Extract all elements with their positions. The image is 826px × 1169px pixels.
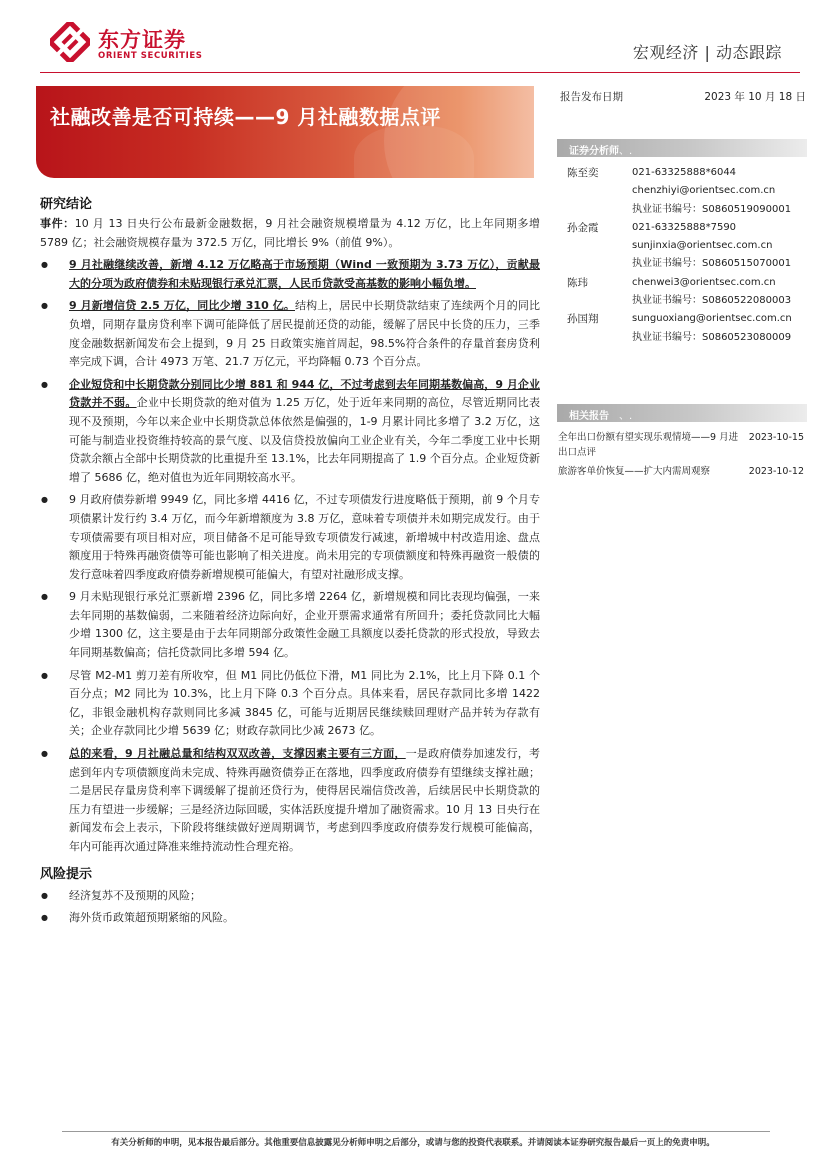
conclusion-bullet xyxy=(40,745,540,857)
report-category: 宏观经济 | 动态跟踪 xyxy=(632,43,782,62)
analyst-license: 执业证书编号：S0860522080003 xyxy=(632,295,792,307)
main-content xyxy=(40,193,540,928)
analyst-email[interactable]: chenwei3@orientsec.com.cn xyxy=(632,276,776,288)
analyst-phone: 021-63325888*6044 xyxy=(632,167,737,178)
risk-item xyxy=(40,909,540,928)
analyst-list xyxy=(567,164,812,347)
orient-logo-icon xyxy=(50,22,90,62)
bullet-lead: 9 月社融继续改善，新增 4.12 万亿略高于市场预期（Wind 一致预期为 3.73 万亿），贡献最大的分项为政府债券和未贴现银行承兑汇票，人民币贷款受高基数的影响小幅负增。 xyxy=(69,258,540,290)
conclusion-bullet xyxy=(40,256,540,293)
related-report-date: 2023-10-12 xyxy=(748,466,804,477)
bullet-text: 尽管 M2-M1 剪刀差有所收窄，但 M1 同比仍低位下滑，M1 同比为 2.1%，比上月下降 0.1 个百分点；M2 同比为 10.3%，比上月下降 0.3 个百分点。具体来看，居民存款同比多增 1422 亿，非银金融机构存款则同比多减 3845 亿，可能与近期居民继续赎回理财产品并转为存款有关；企业存款同比少增 5639 亿；财政存款同比少减 2673 亿。 xyxy=(69,668,540,738)
conclusion-bullet xyxy=(40,667,540,741)
analyst-license: 执业证书编号：S0860523080009 xyxy=(632,331,792,343)
analyst-email[interactable]: chenzhiyi@orientsec.com.cn xyxy=(632,185,776,197)
analysts-section-header xyxy=(557,139,807,157)
risk-text: 海外货币政策超预期紧缩的风险。 xyxy=(69,911,234,925)
conclusion-bullet xyxy=(40,376,540,488)
analyst-email[interactable]: sunguoxiang@orientsec.com.cn xyxy=(632,313,792,325)
analyst-email[interactable]: sunjinxia@orientsec.com.cn xyxy=(632,240,773,252)
brand-name-en: ORIENT SECURITIES xyxy=(98,51,203,61)
analyst-name: 孙金霞 xyxy=(567,221,599,234)
bullet-lead: 9 月新增信贷 2.5 万亿，同比少增 310 亿。 xyxy=(69,299,295,313)
analyst-name: 陈至奕 xyxy=(567,167,599,179)
brand-logo xyxy=(50,22,220,64)
research-heading: 研究结论 xyxy=(40,197,93,212)
analyst-entry xyxy=(567,310,812,347)
section-mark: 、. xyxy=(619,146,633,157)
bullet-text: 9 月政府债券新增 9949 亿，同比多增 4416 亿，不过专项债发行进度略低于预期，前 9 个月专项债累计发行约 3.4 万亿，而今年新增额度为 3.8 万亿，意味着专项债并未如期完成发行。由于专项债需要有项目相对应，项目储备不足可能导致专项债发行减速，新增城中村改造用途、盘点额度用于特殊再融资债等可能也影响了相关进度。尚未用完的专项债额度和特殊再融资一般债的发行意味着四季度政府债券新增规模可能偏大，有望对社融形成支撑。 xyxy=(69,493,540,581)
banner-decoration xyxy=(354,126,474,178)
related-section-title: 相关报告 xyxy=(569,411,609,422)
analyst-name: 陈玮 xyxy=(567,276,588,289)
analyst-phone: 021-63325888*7590 xyxy=(632,221,737,233)
risk-item xyxy=(40,887,540,906)
section-mark: 、. xyxy=(619,411,633,422)
report-date-value: 2023 年 10 月 18 日 xyxy=(704,91,806,103)
related-report-title[interactable]: 全年出口份额有望实现乐观情境——9 月进出口点评 xyxy=(558,432,739,458)
bullet-text: 9 月未贴现银行承兑汇票新增 2396 亿，同比多增 2264 亿，新增规模和同比表现均偏强，一来去年同期的基数偏弱，二来随着经济边际向好，企业开票需求通常有所回升；委托贷款同比大幅少增 1300 亿，这主要是由于去年同期部分政策性金融工具额度以委托贷款的形式投放，导致去年同期基数偏高；信托贷款同比多增 594 亿。 xyxy=(69,590,540,660)
risk-heading: 风险提示 xyxy=(40,866,93,882)
event-label: 事件： xyxy=(40,217,75,230)
footer-disclaimer: 有关分析师的申明，见本报告最后部分。其他重要信息披露见分析师申明之后部分，或请与您的投资代表联系。并请阅读本证券研究报告最后一页上的免责申明。 xyxy=(111,1138,715,1148)
analyst-entry xyxy=(567,219,812,274)
analyst-license: 执业证书编号：S0860519090001 xyxy=(632,203,792,215)
related-report-date: 2023-10-15 xyxy=(748,432,804,443)
related-report-item[interactable] xyxy=(558,430,808,460)
analyst-license: 执业证书编号：S0860515070001 xyxy=(632,258,792,270)
analysts-section-title: 证券分析师 xyxy=(569,146,619,157)
analyst-entry xyxy=(567,164,812,219)
bullet-lead: 总的来看，9 月社融总量和结构双双改善，支撑因素主要有三方面， xyxy=(69,747,406,761)
related-report-title[interactable]: 旅游客单价恢复——扩大内需周观察 xyxy=(558,466,711,477)
related-section-header xyxy=(557,404,807,422)
risk-text: 经济复苏不及预期的风险； xyxy=(69,888,201,902)
bullet-text: 结构上，居民中长期贷款结束了连续两个月的同比负增，同期存量房贷利率下调可能降低了居民提前还贷的动能，缓解了居民中长贷的压力，三季度金融数据新闻发布会上提到，9 月 25 日政策实施首周起，98.5%符合条件的存量首套房贷利率完成下调，合计 4973 万笔、21.7 万亿元，平均降幅 0.73 个百分点。 xyxy=(69,299,541,369)
analyst-entry xyxy=(567,274,812,311)
event-paragraph xyxy=(40,215,540,252)
header-divider xyxy=(40,72,800,73)
related-report-item[interactable] xyxy=(558,464,808,479)
bullet-text: 一是政府债券加速发行，考虑到年内专项债额度尚未完成、特殊再融资债券正在落地，四季度政府债券有望继续支撑社融；二是居民存量房贷利率下调缓解了提前还贷行为，使得居民端信贷改善，后续居民中长期贷款的压力有望进一步缓解；三是经济边际回暖，实体活跃度提升增加了融资需求。10 月 13 日央行在新闻发布会上表示，下阶段将继续做好逆周期调节，考虑到四季度政府债券发行规模可能偏高，年内可能再次通过降准来维持流动性合理充裕。 xyxy=(69,747,541,853)
conclusion-bullet xyxy=(40,491,540,584)
conclusion-bullet xyxy=(40,297,540,371)
conclusion-bullet xyxy=(40,588,540,662)
related-report-list xyxy=(558,430,808,483)
title-banner xyxy=(36,86,534,178)
event-text: 10 月 13 日央行公布最新金融数据，9 月社会融资规模增量为 4.12 万亿，比上年同期多增 5789 亿；社会融资规模存量为 372.5 万亿，同比增长 9%（前值 9%）。 xyxy=(40,217,541,249)
footer-divider xyxy=(62,1131,770,1132)
brand-name-cn: 东方证券 xyxy=(98,28,186,52)
analyst-name: 孙国翔 xyxy=(567,313,599,326)
bullet-lead: 企业短贷和中长期贷款分别同比少增 881 和 944 亿，不过考虑到去年同期基数偏高，9 月企业贷款并不弱。 xyxy=(69,377,540,410)
report-title: 社融改善是否可持续——9 月社融数据点评 xyxy=(50,105,441,129)
report-date-label: 报告发布日期 xyxy=(560,91,623,103)
bullet-text: 企业中长期贷款的绝对值为 1.25 万亿，处于近年来同期的高位，尽管近期同比表现不及预期，今年以来企业中长期贷款总体依然是偏强的，1-9 月累计同比多增了 3.2 万亿，这可能与制造业投资维持较高的景气度、以及信贷投放偏向工业企业有关，今年二季度工业中长期贷款余额占全部中长期贷款的比重提升至 13.1%，比去年同期提高了 1.9 个百分点。企业短贷新增了 5686 亿，绝对值也为近年同期较高水平。 xyxy=(69,396,540,484)
